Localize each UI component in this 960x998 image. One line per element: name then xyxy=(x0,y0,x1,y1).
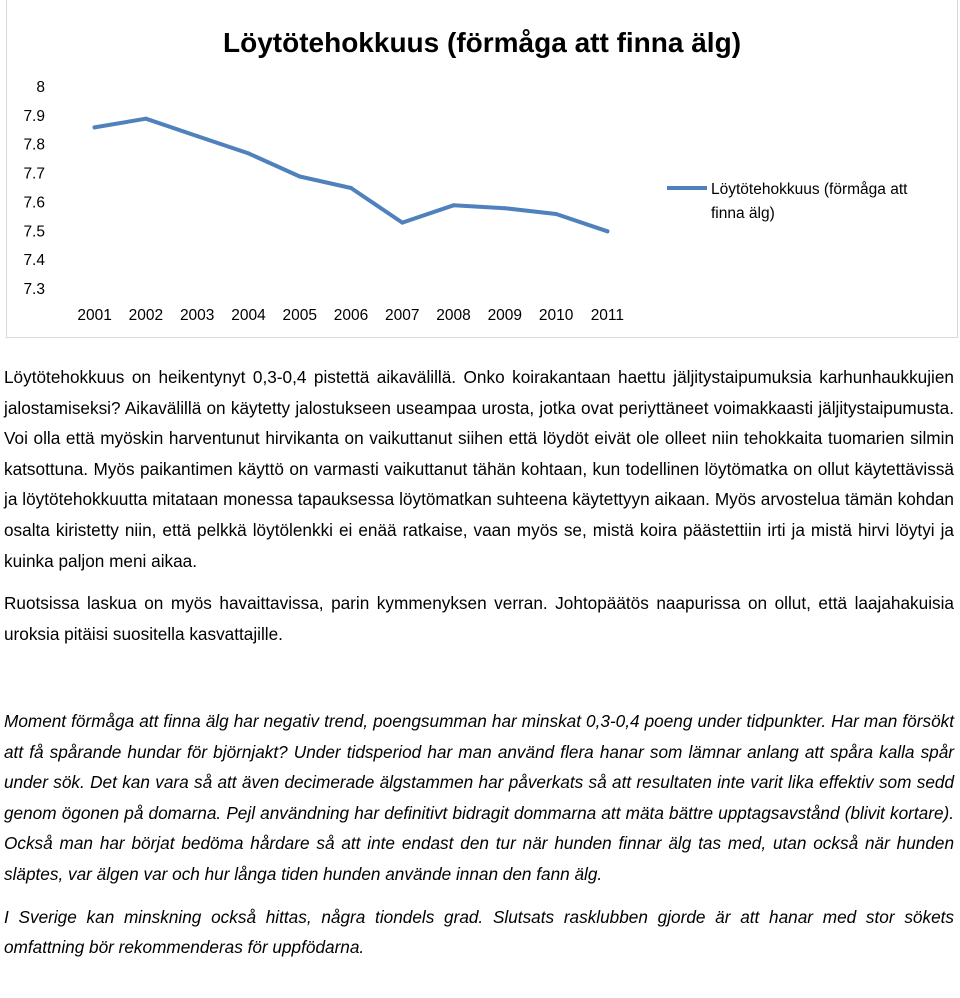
data-point xyxy=(605,229,609,233)
x-tick-label: 2003 xyxy=(179,307,215,324)
x-tick-label: 2009 xyxy=(487,307,523,324)
x-tick-label: 2006 xyxy=(333,307,369,324)
y-tick-label: 7.6 xyxy=(23,194,45,212)
data-point xyxy=(400,221,404,225)
x-tick-label: 2008 xyxy=(436,307,471,324)
legend xyxy=(667,181,908,222)
y-tick-label: 7.8 xyxy=(23,136,45,154)
finnish-text xyxy=(4,362,954,649)
swedish-paragraph-1: Moment förmåga att finna älg har negativ trend, poengsumman har minskat 0,3-0,4 poeng under tidpunkter. Har man försökt att få spårande hundar för björnjakt? Under tidsperiod har man använd flera hanar som lämnar anlang att spåra kalla spår under sök. Det kan vara så att även decimerade älgstammen har påverkats så att resultaten inte varit lika effektiv som sedd genom ögonen på domarna. Pejl användning har definitivt bidragit dommarna att mäta bättre upptagsavstånd (blivit kortare). Också man har börjat bedöma hårdare så att inte endast den tur när hunden finnar älg tas med, utan också när hunden släptes, var älgen var och hur långa tiden hunden använde innan den fann älg. xyxy=(4,711,954,884)
swedish-text xyxy=(4,706,954,963)
data-point xyxy=(554,212,558,216)
data-point xyxy=(298,174,302,178)
y-tick-label: 7.4 xyxy=(23,252,45,270)
x-tick-label: 2010 xyxy=(538,307,574,324)
chart-container xyxy=(6,0,958,338)
data-point xyxy=(246,151,250,155)
legend-label: Löytötehokkuus (förmåga att xyxy=(711,181,908,198)
x-tick-label: 2002 xyxy=(128,307,164,324)
series-line xyxy=(95,119,608,232)
data-point xyxy=(452,203,456,207)
finnish-paragraph-2: Ruotsissa laskua on myös havaittavissa, parin kymmenyksen verran. Johtopäätös naapurissa on ollut, että laajahakuisia uroksia pitäisi suositella kasvattajille. xyxy=(4,593,954,644)
x-tick-label: 2011 xyxy=(590,307,625,324)
data-point xyxy=(349,186,353,190)
finnish-paragraph-1: Löytötehokkuus on heikentynyt 0,3-0,4 pistettä aikavälillä. Onko koirakantaan haettu jäljitystaipumuksia karhunhaukkujien jalostamiseksi? Aikavälillä on käytetty jalostukseen useampaa urosta, jotka ovat periyttäneet voimakkaasti jäljitystaipumusta. Voi olla että myöskin harventunut hirvikanta on vaikuttanut siihen että löydöt eivät ole olleet niin tehokkaita tuomarien silmin katsottuna. Myös paikantimen käyttö on varmasti vaikuttanut tähän kohtaan, kun todellinen löytömatka on ollut käytettävissä ja löytötehokkuutta mitataan monessa tapauksessa löytömatkan suhteena käytettyyn aikaan. Myös arvostelua tämän kohdan osalta kiristetty niin, että pelkkä löytölenkki ei enää ratkaise, vaan myös se, mistä koira päästettiin irti ja mistä hirvi löytyi ja kuinka paljon meni aikaa. xyxy=(4,367,954,571)
line-chart xyxy=(7,0,959,338)
data-point xyxy=(503,206,507,210)
x-tick-label: 2001 xyxy=(77,307,112,324)
data-point xyxy=(195,134,199,138)
y-tick-label: 7.9 xyxy=(23,107,45,125)
x-tick-label: 2005 xyxy=(282,307,317,324)
x-axis xyxy=(77,307,624,324)
data-point xyxy=(93,125,97,129)
y-axis xyxy=(23,79,45,298)
chart-title: Löytötehokkuus (förmåga att finna älg) xyxy=(222,27,742,58)
y-tick-label: 8 xyxy=(36,79,45,96)
x-tick-label: 2004 xyxy=(231,307,266,324)
y-tick-label: 7.5 xyxy=(23,223,45,241)
y-tick-label: 7.7 xyxy=(23,165,45,183)
y-tick-label: 7.3 xyxy=(23,281,45,298)
legend-label: finna älg) xyxy=(711,205,775,222)
swedish-paragraph-2: I Sverige kan minskning också hittas, några tiondels grad. Slutsats rasklubben gjorde är att hanar med stor sökets omfattning bör rekommenderas för uppfödarna. xyxy=(4,906,954,958)
x-tick-label: 2007 xyxy=(385,307,420,324)
data-point xyxy=(144,117,148,121)
series-group xyxy=(93,117,610,234)
